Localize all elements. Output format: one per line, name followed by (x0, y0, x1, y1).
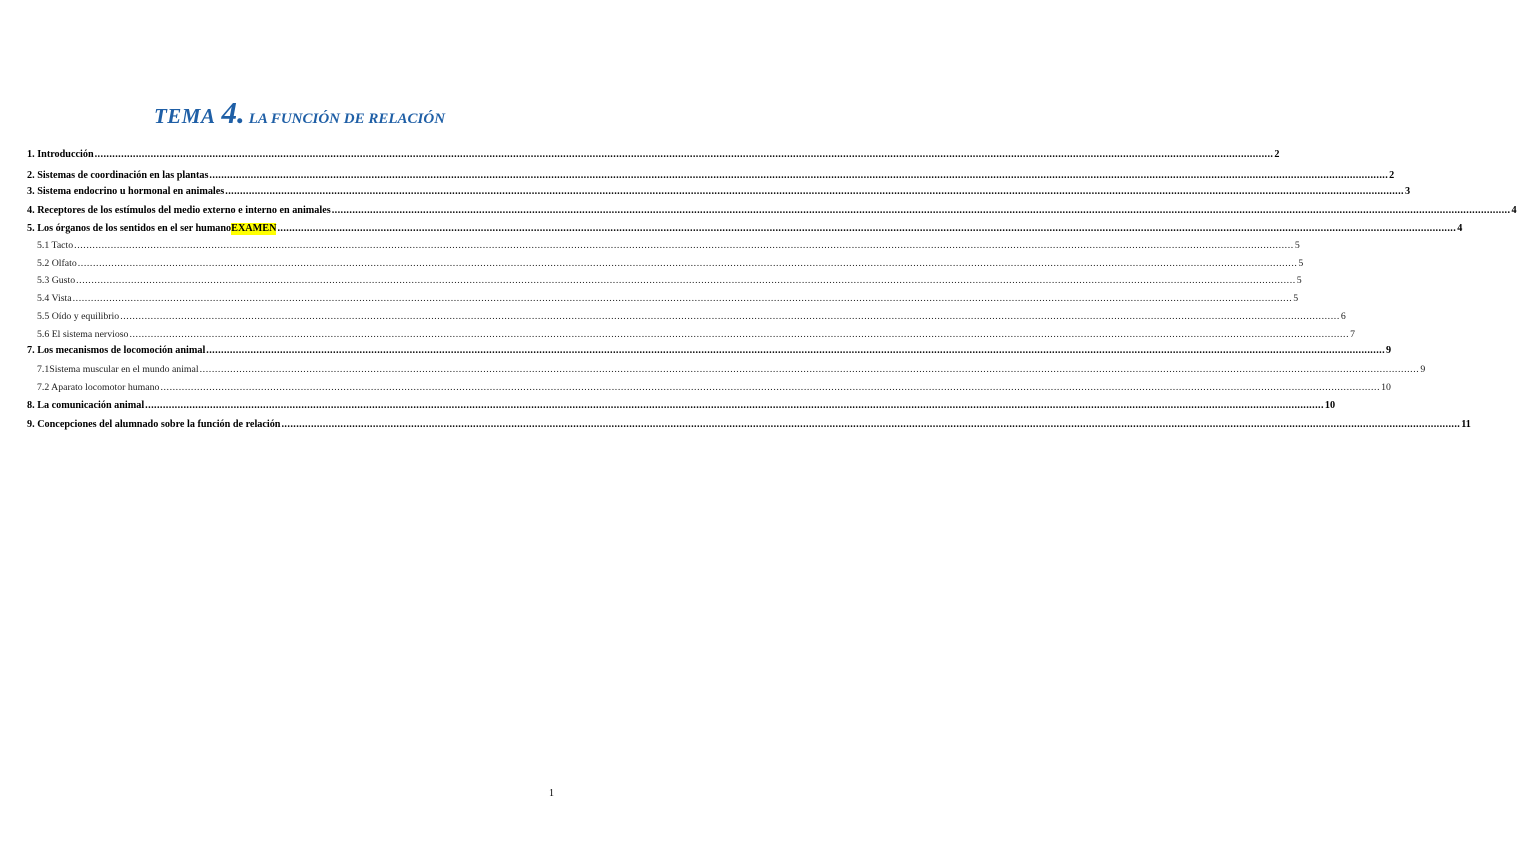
toc-entry[interactable] (27, 147, 1280, 161)
toc-entry-label: 5.6 El sistema nervioso (37, 329, 129, 340)
page-number: 1 (549, 788, 554, 799)
document-title (0, 95, 599, 131)
toc-entry-page: 6 (1340, 311, 1346, 322)
title-number: 4. (221, 95, 245, 130)
toc-entry-page: 11 (1461, 419, 1471, 430)
toc-entry[interactable] (37, 327, 1356, 341)
toc-entry[interactable] (37, 273, 1302, 287)
toc-entry[interactable] (27, 203, 1517, 217)
toc-entry-label: 5.1 Tacto (37, 240, 74, 251)
toc-entry-page: 10 (1324, 400, 1336, 411)
toc-entry[interactable] (27, 221, 1463, 235)
toc-entry-label: 5.4 Vista (37, 293, 72, 304)
toc-dot-leader: ................................................................................................................................................................................................................................................................................................................................................................................................................ (145, 400, 1324, 411)
toc-dot-leader: ................................................................................................................................................................................................................................................................................................................................................................................................................ (129, 329, 1350, 340)
toc-entry-label: 7. Los mecanismos de locomoción animal (27, 345, 206, 356)
title-prefix: TEMA (153, 104, 216, 128)
toc-dot-leader: ................................................................................................................................................................................................................................................................................................................................................................................................................ (76, 275, 1296, 286)
toc-dot-leader: ................................................................................................................................................................................................................................................................................................................................................................................................................ (160, 382, 1381, 393)
toc-entry-page: 9 (1386, 345, 1392, 356)
toc-dot-leader: ................................................................................................................................................................................................................................................................................................................................................................................................................ (281, 419, 1461, 430)
toc-entry-page: 4 (1457, 223, 1463, 234)
toc-entry[interactable] (37, 291, 1299, 305)
toc-entry[interactable] (27, 168, 1395, 182)
toc-dot-leader: ................................................................................................................................................................................................................................................................................................................................................................................................................ (74, 240, 1294, 251)
toc-dot-leader: ................................................................................................................................................................................................................................................................................................................................................................................................................ (77, 258, 1298, 269)
toc-dot-leader: ................................................................................................................................................................................................................................................................................................................................................................................................................ (206, 345, 1386, 356)
toc-entry[interactable] (37, 238, 1300, 252)
toc-entry-page: 5 (1296, 275, 1302, 286)
toc-dot-leader: ................................................................................................................................................................................................................................................................................................................................................................................................................ (331, 205, 1511, 216)
toc-entry[interactable] (27, 417, 1471, 431)
toc-entry-label: 5.3 Gusto (37, 275, 76, 286)
toc-entry-label: 3. Sistema endocrino u hormonal en animales (27, 186, 225, 197)
toc-dot-leader: ................................................................................................................................................................................................................................................................................................................................................................................................................ (72, 293, 1293, 304)
toc-entry-label: 8. La comunicación animal (27, 400, 145, 411)
toc-entry-page: 4 (1511, 205, 1517, 216)
toc-entry[interactable] (27, 343, 1392, 357)
toc-entry-label: 5. Los órganos de los sentidos en el ser humano (27, 223, 232, 234)
toc-dot-leader: ................................................................................................................................................................................................................................................................................................................................................................................................................ (277, 223, 1457, 234)
toc-entry[interactable] (27, 398, 1336, 412)
toc-entry-page: 5 (1298, 258, 1304, 269)
toc-entry[interactable] (37, 380, 1391, 394)
title-text: LA FUNCIÓN DE RELACIÓN (248, 111, 446, 127)
toc-entry-page: 5 (1294, 240, 1300, 251)
toc-entry[interactable] (37, 256, 1304, 270)
toc-entry-label: 7.1Sistema muscular en el mundo animal (37, 364, 199, 375)
toc-entry-page: 3 (1405, 186, 1411, 197)
toc-entry-page: 2 (1274, 149, 1280, 160)
toc-entry[interactable] (37, 362, 1426, 376)
toc-entry[interactable] (37, 309, 1346, 323)
toc-entry-label: 5.5 Oído y equilibrio (37, 311, 120, 322)
toc-dot-leader: ................................................................................................................................................................................................................................................................................................................................................................................................................ (94, 149, 1274, 160)
toc-entry-highlight: EXAMEN (231, 223, 277, 234)
toc-entry-label: 7.2 Aparato locomotor humano (37, 382, 160, 393)
toc-entry-page: 9 (1420, 364, 1426, 375)
toc-entry-label: 5.2 Olfato (37, 258, 77, 269)
toc-entry-label: 4. Receptores de los estímulos del medio externo e interno en animales (27, 205, 331, 216)
toc-dot-leader: ................................................................................................................................................................................................................................................................................................................................................................................................................ (199, 364, 1420, 375)
toc-entry-label: 9. Concepciones del alumnado sobre la función de relación (27, 419, 281, 430)
toc-entry-page: 2 (1389, 170, 1395, 181)
toc-entry-page: 10 (1381, 382, 1391, 393)
toc-dot-leader: ................................................................................................................................................................................................................................................................................................................................................................................................................ (209, 170, 1389, 181)
toc-dot-leader: ................................................................................................................................................................................................................................................................................................................................................................................................................ (120, 311, 1340, 322)
toc-entry-label: 1. Introducción (27, 149, 94, 160)
toc-entry-label: 2. Sistemas de coordinación en las plantas (27, 170, 209, 181)
toc-entry-page: 5 (1293, 293, 1299, 304)
toc-entry-page: 7 (1350, 329, 1356, 340)
toc-entry[interactable] (27, 184, 1411, 198)
toc-dot-leader: ................................................................................................................................................................................................................................................................................................................................................................................................................ (225, 186, 1404, 197)
